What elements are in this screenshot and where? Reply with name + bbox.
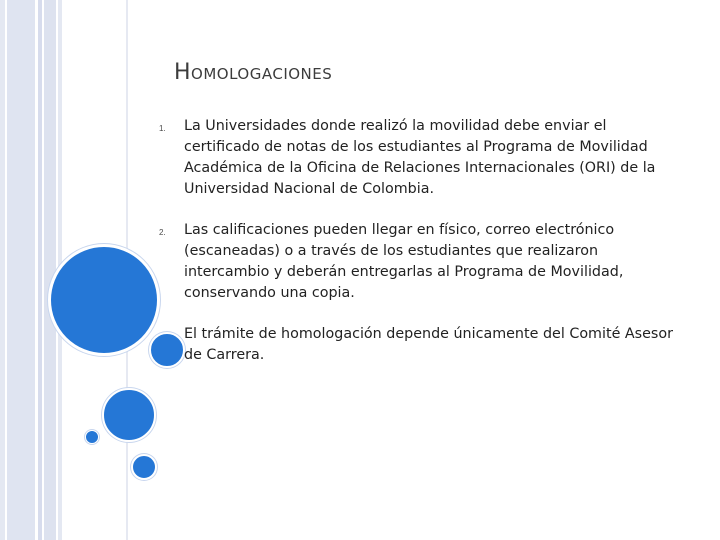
list-item-text: El trámite de homologación depende únicamente del Comité Asesor de Carrera. <box>184 326 674 363</box>
list-item <box>150 324 680 366</box>
list-item-text: La Universidades donde realizó la movilidad debe enviar el certificado de notas de los estudiantes al Programa de Movilidad Académica de la Oficina de Relaciones Internacionales (ORI) de la Universidad Nacional de Colombia. <box>184 118 656 197</box>
decorative-stripe <box>7 0 35 540</box>
decorative-stripe <box>44 0 56 540</box>
list-item <box>150 116 680 200</box>
decorative-circle-large <box>48 244 160 356</box>
numbered-list <box>150 116 680 386</box>
decorative-circle-small <box>131 454 157 480</box>
slide-title: Homologaciones <box>174 60 333 85</box>
list-item <box>150 220 680 304</box>
list-item-number: 1. <box>159 124 166 133</box>
list-item-number: 2. <box>159 228 166 237</box>
decorative-stripe <box>0 0 5 540</box>
decorative-stripe <box>38 0 42 540</box>
decorative-circle-medium <box>102 388 156 442</box>
list-item-text: Las calificaciones pueden llegar en físico, correo electrónico (escaneadas) o a través de los estudiantes que realizaron intercambio y deberán entregarlas al Programa de Movilidad, conservando una copia. <box>184 222 624 301</box>
decorative-circle-small <box>85 430 99 444</box>
